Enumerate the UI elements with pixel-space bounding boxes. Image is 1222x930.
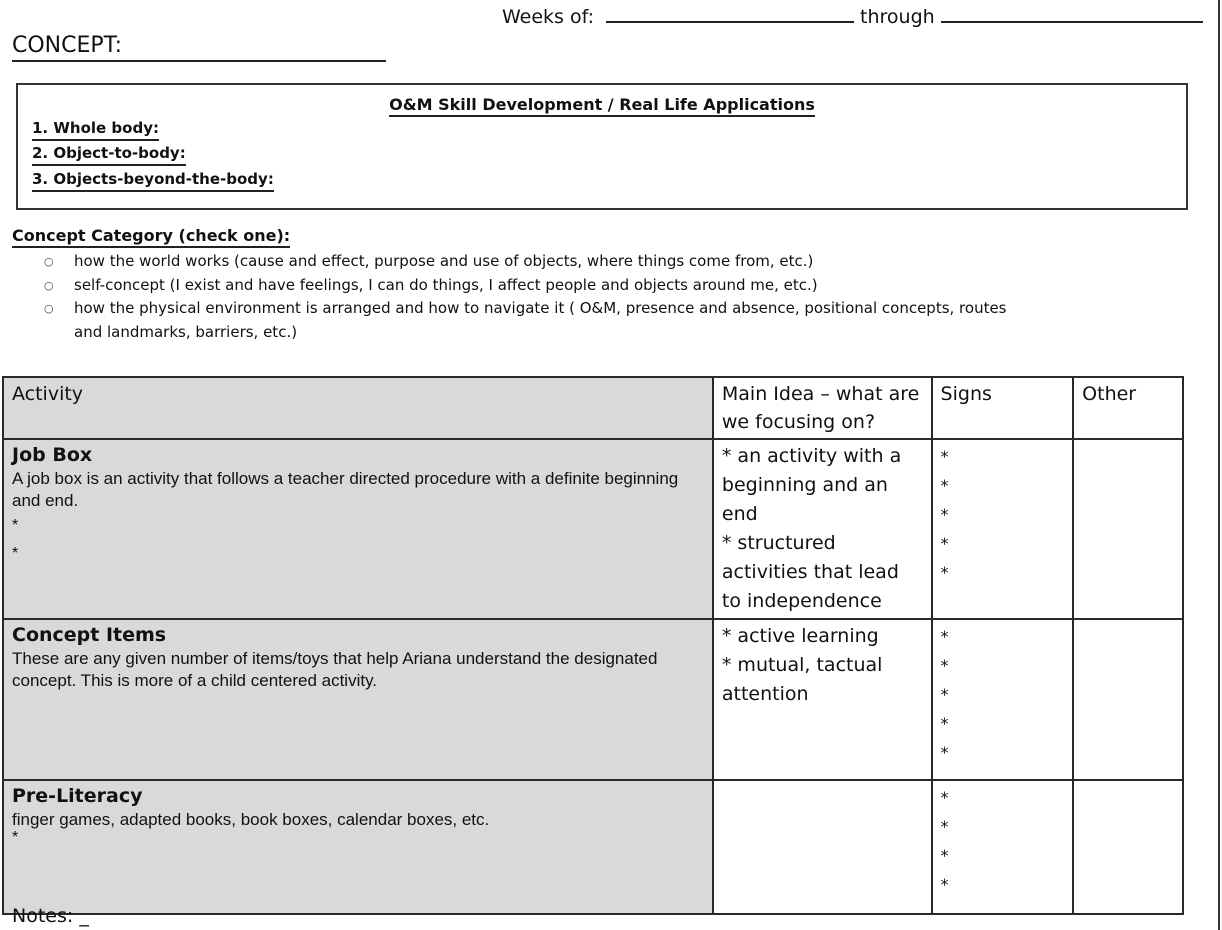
weeks-start-field[interactable] <box>606 3 854 23</box>
concept-label: CONCEPT: <box>12 33 123 58</box>
header-other: Other <box>1073 377 1183 439</box>
activity-title: Job Box <box>12 444 93 466</box>
table-header-row <box>3 377 1183 439</box>
category-option-self[interactable]: ○ self-concept (I exist and have feelings, I can do things, I affect people and objects around me, etc.) <box>44 274 1034 298</box>
main-idea-item: * mutual, tactual attention <box>721 654 883 705</box>
activity-title: Pre-Literacy <box>12 785 143 807</box>
sign-bullet: * <box>940 788 949 807</box>
om-skill-box <box>16 83 1188 210</box>
weeks-of-line <box>502 3 1203 28</box>
om-item-object-to-body[interactable]: 2. Object-to-body: <box>32 143 186 166</box>
weeks-end-field[interactable] <box>941 3 1203 23</box>
table-row <box>3 780 1183 914</box>
main-idea-cell[interactable] <box>713 619 932 780</box>
om-item-objects-beyond-body[interactable]: 3. Objects-beyond-the-body: <box>32 169 274 192</box>
concept-category-heading: Concept Category (check one): <box>12 226 290 248</box>
header-signs: Signs <box>932 377 1074 439</box>
signs-cell[interactable] <box>932 439 1074 619</box>
om-box-title: O&M Skill Development / Real Life Applications <box>18 95 1186 114</box>
sign-bullet: * <box>940 505 949 524</box>
sign-bullet: * <box>940 476 949 495</box>
sign-bullet: * <box>940 846 949 865</box>
signs-cell[interactable] <box>932 780 1074 914</box>
sign-bullet: * <box>940 447 949 466</box>
activity-table <box>2 376 1184 915</box>
radio-circle-icon[interactable]: ○ <box>44 255 54 268</box>
activity-title: Concept Items <box>12 624 167 646</box>
radio-circle-icon[interactable]: ○ <box>44 302 54 315</box>
other-cell[interactable] <box>1073 439 1183 619</box>
radio-circle-icon[interactable]: ○ <box>44 278 54 292</box>
table-row <box>3 619 1183 780</box>
activity-cell[interactable] <box>3 780 713 914</box>
main-idea-item: * structured activities that lead to independence <box>721 532 899 612</box>
sign-bullet: * <box>940 563 949 582</box>
main-idea-item: * active learning <box>721 625 879 647</box>
om-item-whole-body[interactable]: 1. Whole body: <box>32 118 159 141</box>
activity-cell[interactable] <box>3 439 713 619</box>
sign-bullet: * <box>940 743 949 762</box>
concept-field[interactable] <box>12 33 386 62</box>
sign-bullet: * <box>940 714 949 733</box>
other-cell[interactable] <box>1073 619 1183 780</box>
sign-bullet: * <box>940 875 949 894</box>
main-idea-cell[interactable] <box>713 439 932 619</box>
activity-bullet: * <box>12 517 19 534</box>
header-main-idea: Main Idea – what are we focusing on? <box>713 377 932 439</box>
category-option-environment[interactable]: ○ how the physical environment is arranged and how to navigate it ( O&M, presence and absence, positional concepts, routes and landmarks, barriers, etc.) <box>44 297 1034 344</box>
sign-bullet: * <box>940 656 949 675</box>
main-idea-cell[interactable] <box>713 780 932 914</box>
category-option-world[interactable]: ○ how the world works (cause and effect, purpose and use of objects, where things come from, etc.) <box>44 250 1034 274</box>
sign-bullet: * <box>940 685 949 704</box>
activity-bullet: * <box>12 545 19 562</box>
activity-description: finger games, adapted books, book boxes, calendar boxes, etc. <box>12 810 490 829</box>
other-cell[interactable] <box>1073 780 1183 914</box>
activity-description: These are any given number of items/toys that help Ariana understand the designated concept. This is more of a child centered activity. <box>12 649 658 690</box>
header-activity: Activity <box>3 377 713 439</box>
sign-bullet: * <box>940 627 949 646</box>
sign-bullet: * <box>940 817 949 836</box>
activity-description: A job box is an activity that follows a teacher directed procedure with a definite beginning and end. <box>12 469 679 510</box>
main-idea-item: * an activity with a beginning and an end <box>721 445 902 525</box>
notes-field[interactable]: Notes: _ <box>12 905 89 927</box>
weeks-of-label: Weeks of: <box>502 6 595 28</box>
page-edge-line <box>1218 0 1220 930</box>
activity-cell[interactable] <box>3 619 713 780</box>
sign-bullet: * <box>940 534 949 553</box>
signs-cell[interactable] <box>932 619 1074 780</box>
table-row <box>3 439 1183 619</box>
concept-category-options <box>44 250 1034 344</box>
activity-bullet: * <box>12 829 19 846</box>
through-label: through <box>860 6 935 28</box>
